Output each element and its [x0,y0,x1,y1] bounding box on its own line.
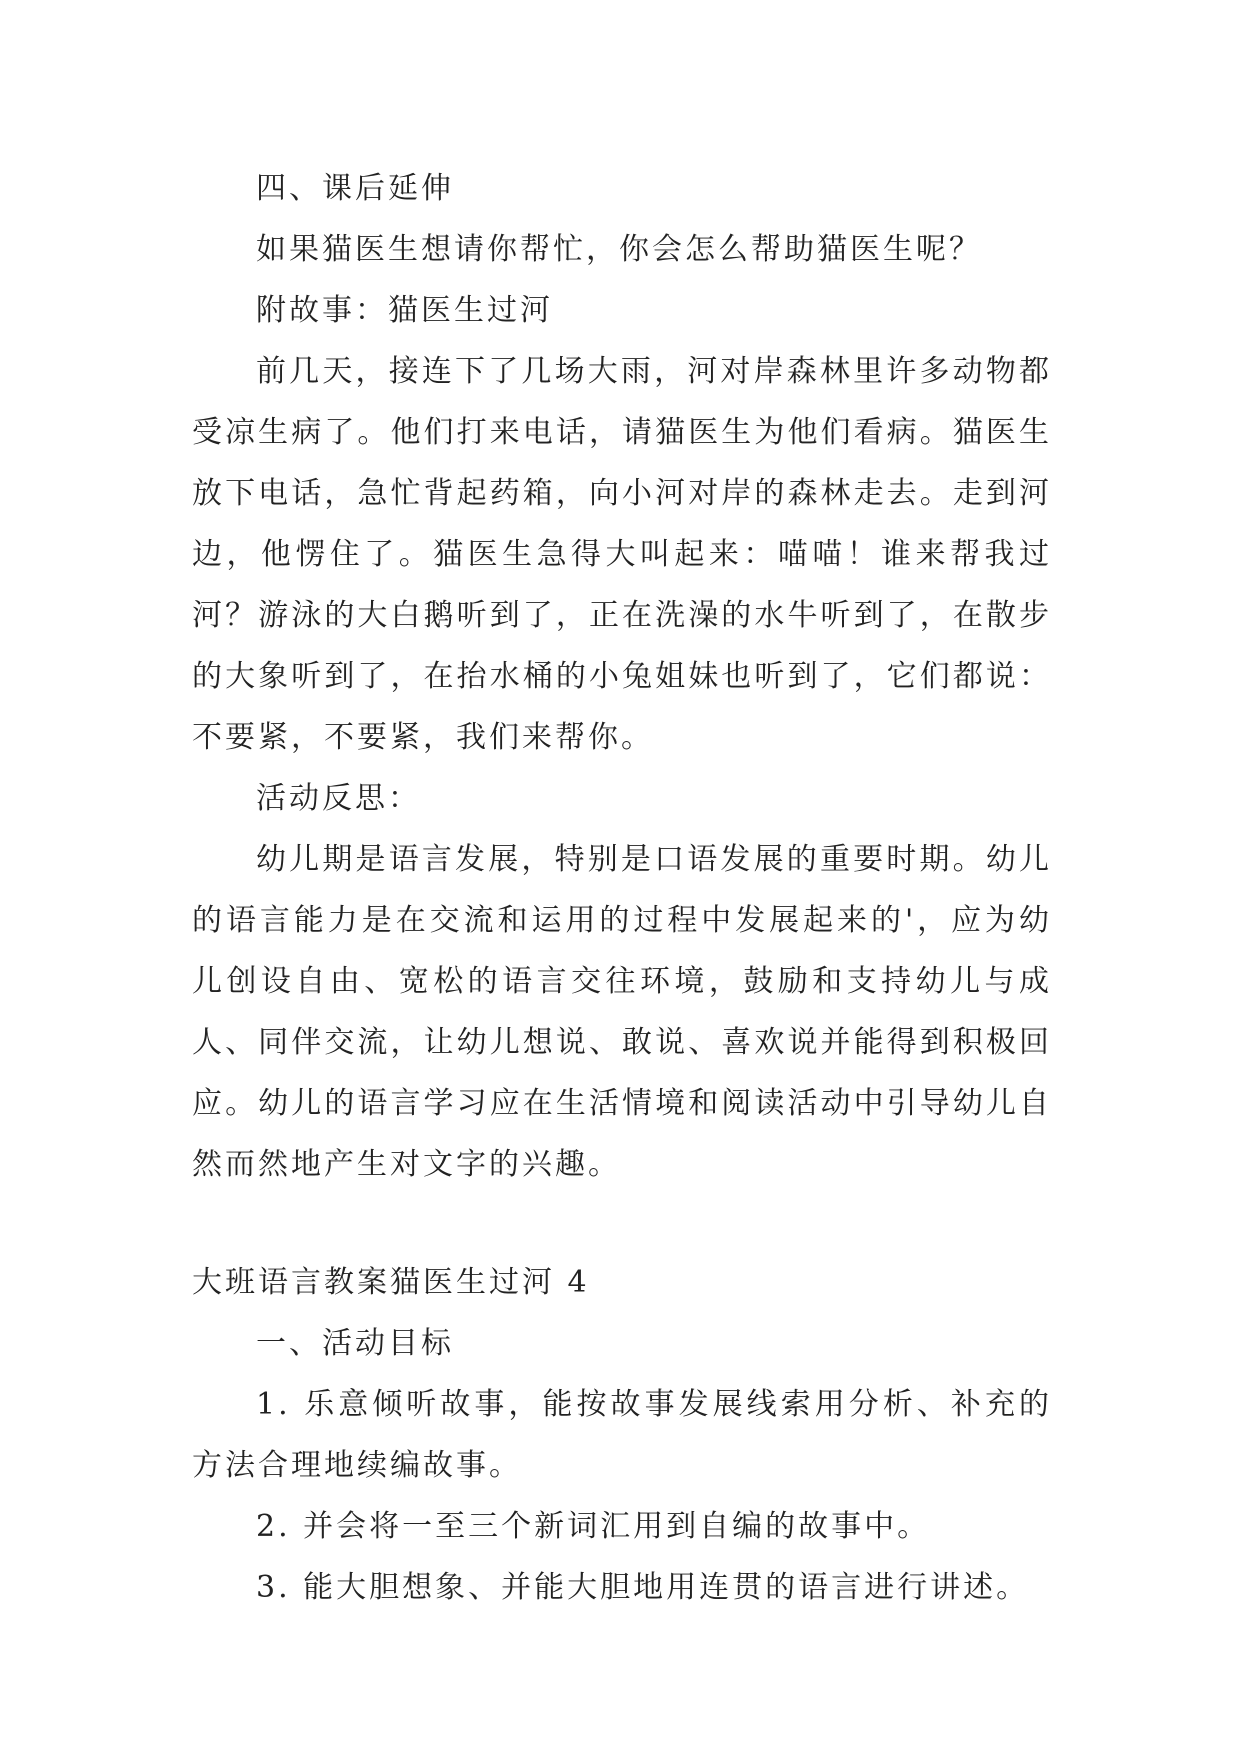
goals-heading: 一、活动目标 [256,1326,454,1361]
document-body [192,158,1052,1618]
reflection-heading: 活动反思： [256,781,421,816]
section4-heading: 四、课后延伸 [256,171,454,206]
story-paragraph: 前几天，接连下了几场大雨，河对岸森林里许多动物都受凉生病了。他们打来电话，请猫医生为他们看病。猫医生放下电话，急忙背起药箱，向小河对岸的森林走去。走到河边，他愣住了。猫医生急得大叫起来：喵喵！谁来帮我过河？游泳的大白鹅听到了，正在洗澡的水牛听到了，在散步的大象听到了，在抬水桶的小兔姐妹也听到了，它们都说：不要紧，不要紧，我们来帮你。 [192,354,1052,755]
story-heading: 附故事：猫医生过河 [256,293,553,328]
section-gap [192,1195,1052,1252]
goal-item-1: 1. 乐意倾听故事，能按故事发展线索用分析、补充的方法合理地续编故事。 [192,1387,1052,1483]
reflection-paragraph: 幼儿期是语言发展，特别是口语发展的重要时期。幼儿的语言能力是在交流和运用的过程中发展起来的'，应为幼儿创设自由、宽松的语言交往环境，鼓励和支持幼儿与成人、同伴交流，让幼儿想说、敢说、喜欢说并能得到积极回应。幼儿的语言学习应在生活情境和阅读活动中引导幼儿自然而然地产生对文字的兴趣。 [192,842,1052,1182]
lesson-title: 大班语言教案猫医生过河 4 [192,1265,590,1300]
goal-item-3: 3. 能大胆想象、并能大胆地用连贯的语言进行讲述。 [256,1570,1030,1605]
section4-question: 如果猫医生想请你帮忙，你会怎么帮助猫医生呢？ [256,232,982,267]
goal-item-2: 2. 并会将一至三个新词汇用到自编的故事中。 [256,1509,931,1544]
